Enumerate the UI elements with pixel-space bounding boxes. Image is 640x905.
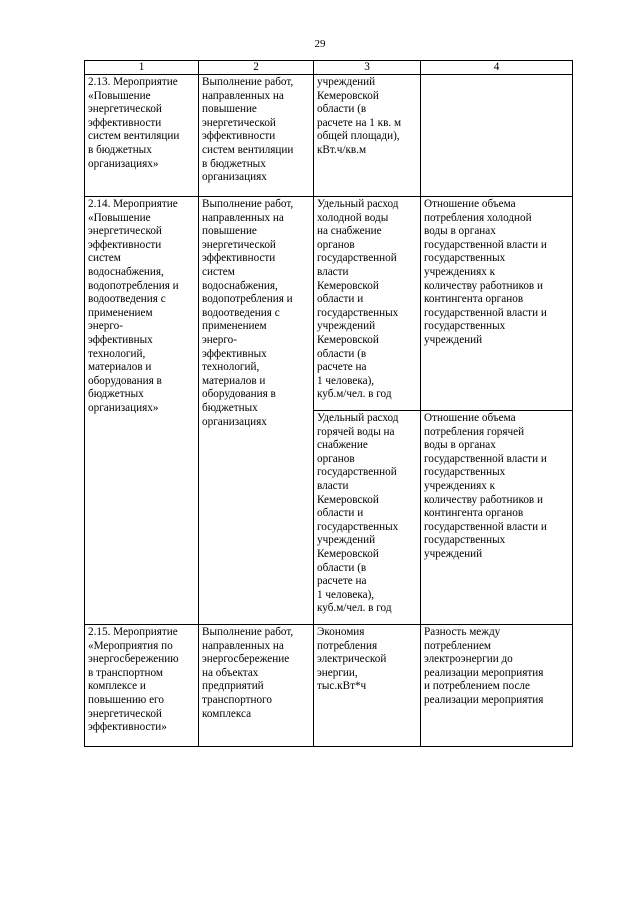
- column-header-4: 4: [421, 61, 573, 75]
- table-header-row: [85, 61, 573, 75]
- measure-cell: 2.15. Мероприятие «Мероприятия по энергосбережению в транспортном комплексе и повышению его энергетической эффективности»: [85, 625, 199, 747]
- works-cell: Выполнение работ, направленных на повышение энергетической эффективности систем вентиляции в бюджетных организациях: [199, 75, 314, 197]
- measure-cell: 2.13. Мероприятие «Повышение энергетической эффективности систем вентиляции в бюджетных организациях»: [85, 75, 199, 197]
- method-cell: Разность между потреблением электроэнергии до реализации мероприятия и потреблением после реализации мероприятия: [421, 625, 573, 747]
- measures-table: [84, 60, 573, 747]
- method-cell-cold-water: Отношение объема потребления холодной воды в органах государственной власти и государственных учреждениях к количеству работников и контингента органов государственной власти и государственных учреждений: [421, 197, 573, 411]
- indicator-cell: учреждений Кемеровской области (в расчете на 1 кв. м общей площади), кВт.ч/кв.м: [314, 75, 421, 197]
- table-row-2-15: [85, 625, 573, 747]
- page-number: 29: [314, 38, 326, 50]
- measure-cell: 2.14. Мероприятие «Повышение энергетической эффективности систем водоснабжения, водопотребления и водоотведения с применением энерго- эффективных технологий, материалов и оборудования в бюджетных организациях»: [85, 197, 199, 625]
- indicator-cell: Экономия потребления электрической энергии, тыс.кВт*ч: [314, 625, 421, 747]
- column-header-2: 2: [199, 61, 314, 75]
- method-cell-hot-water: Отношение объема потребления горячей воды в органах государственной власти и государственных учреждениях к количеству работников и контингента органов государственной власти и государственных учреждений: [421, 411, 573, 625]
- method-cell: [421, 75, 573, 197]
- indicator-cell-cold-water: Удельный расход холодной воды на снабжение органов государственной власти Кемеровской области и государственных учреждений Кемеровской области (в расчете на 1 человека), куб.м/чел. в год: [314, 197, 421, 411]
- works-cell: Выполнение работ, направленных на повышение энергетической эффективности систем водоснабжения, водопотребления и водоотведения с применением энерго- эффективных технологий, материалов и оборудования в бюджетных организациях: [199, 197, 314, 625]
- column-header-3: 3: [314, 61, 421, 75]
- table-row-2-13: [85, 75, 573, 197]
- works-cell: Выполнение работ, направленных на энергосбережение на объектах предприятий транспортного комплекса: [199, 625, 314, 747]
- indicator-cell-hot-water: Удельный расход горячей воды на снабжение органов государственной власти Кемеровской области и государственных учреждений Кемеровской области (в расчете на 1 человека), куб.м/чел. в год: [314, 411, 421, 625]
- table-row-2-14-cold-water: [85, 197, 573, 411]
- column-header-1: 1: [85, 61, 199, 75]
